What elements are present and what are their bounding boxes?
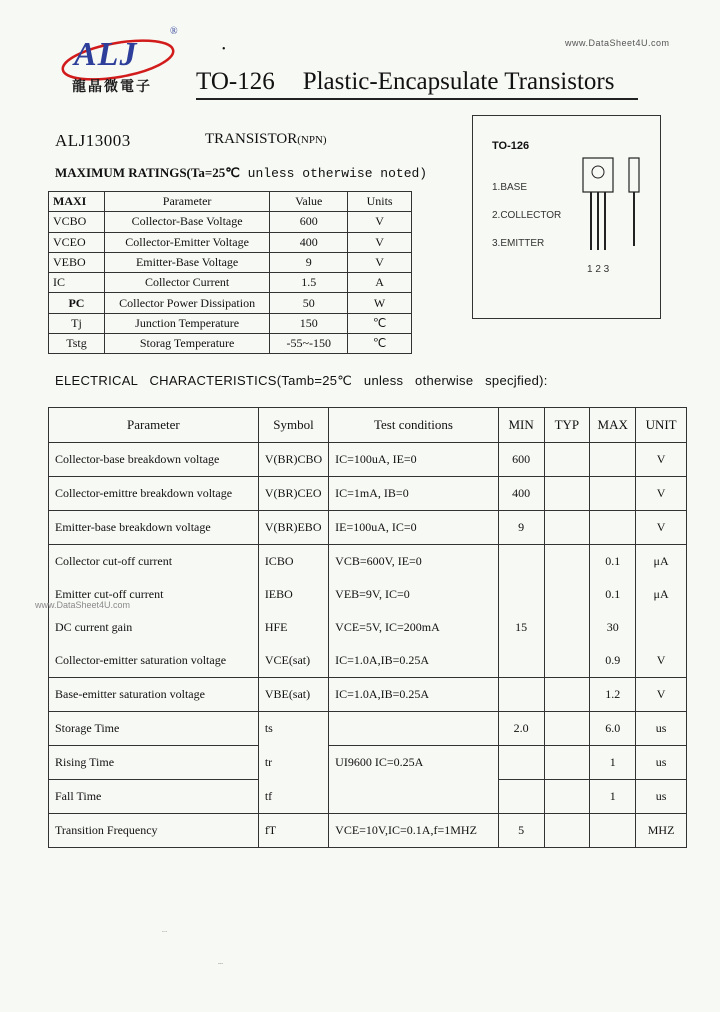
- unit-cell: V: [636, 644, 687, 678]
- unit-cell: ℃: [348, 313, 412, 333]
- max-ratings-title: [55, 165, 427, 181]
- part-type: [205, 131, 327, 148]
- footer-mark: -·-: [162, 930, 167, 935]
- typ-cell: [544, 746, 590, 780]
- value-cell: 50: [270, 293, 348, 313]
- table-row: [49, 644, 687, 678]
- header-cell: Test conditions: [329, 408, 499, 443]
- electrical-characteristics-title: ELECTRICAL CHARACTERISTICS(Tamb=25℃ unless otherwise specjfied):: [55, 373, 548, 388]
- document-title: [196, 68, 614, 96]
- typ-cell: [544, 678, 590, 712]
- min-cell: [498, 545, 544, 579]
- symbol-cell: VCBO: [49, 212, 105, 232]
- parameter-cell: Collector-emittre breakdown voltage: [49, 477, 259, 511]
- min-cell: 600: [498, 443, 544, 477]
- max-cell: 0.1: [590, 578, 636, 611]
- watermark-link[interactable]: www.DataSheet4U.com: [35, 600, 131, 610]
- symbol-cell: ICBO: [258, 545, 328, 579]
- condition-cell: UI9600 IC=0.25A: [329, 746, 499, 780]
- parameter-cell: Base-emitter saturation voltage: [49, 678, 259, 712]
- pin-label: 1.BASE: [492, 182, 528, 193]
- pin-label: 2.COLLECTOR: [492, 210, 562, 221]
- symbol-cell: VCE(sat): [258, 644, 328, 678]
- unit-cell: V: [348, 252, 412, 272]
- symbol-cell: V(BR)CBO: [258, 443, 328, 477]
- parameter-cell: Collector-Emitter Voltage: [104, 232, 269, 252]
- symbol-cell: VCEO: [49, 232, 105, 252]
- max-cell: [590, 477, 636, 511]
- parameter-cell: Emitter-Base Voltage: [104, 252, 269, 272]
- logo-text: ALJ: [74, 36, 138, 73]
- table-row: [49, 611, 687, 644]
- header-dot: •: [222, 44, 226, 55]
- unit-cell: A: [348, 273, 412, 293]
- parameter-cell: Storag Temperature: [104, 334, 269, 354]
- table-row: [49, 212, 412, 232]
- table-row: [49, 477, 687, 511]
- table-row: [49, 232, 412, 252]
- title-package: TO-126: [196, 68, 275, 95]
- table-row: [49, 678, 687, 712]
- parameter-cell: Emitter cut-off current: [49, 578, 259, 611]
- symbol-cell: IC: [49, 273, 105, 293]
- header-cell: MAX: [590, 408, 636, 443]
- header-cell: Symbol: [258, 408, 328, 443]
- condition-cell: VCB=600V, IE=0: [329, 545, 499, 579]
- unit-cell: V: [636, 443, 687, 477]
- table-row: [49, 712, 687, 746]
- part-type-suffix: (NPN): [297, 134, 327, 146]
- parameter-cell: Emitter-base breakdown voltage: [49, 511, 259, 545]
- unit-cell: V: [348, 232, 412, 252]
- parameter-cell: DC current gain: [49, 611, 259, 644]
- symbol-cell: V(BR)CEO: [258, 477, 328, 511]
- min-cell: 400: [498, 477, 544, 511]
- unit-cell: [636, 611, 687, 644]
- min-cell: [498, 780, 544, 814]
- logo-chinese-name: 龍晶微電子: [72, 78, 152, 94]
- symbol-cell: ts: [258, 712, 328, 746]
- condition-cell: IC=100uA, IE=0: [329, 443, 499, 477]
- parameter-cell: Collector-emitter saturation voltage: [49, 644, 259, 678]
- typ-cell: [544, 578, 590, 611]
- max-ratings-title-main: MAXIMUM RATINGS(Ta=25℃: [55, 165, 240, 180]
- max-cell: 1.2: [590, 678, 636, 712]
- table-row: [49, 273, 412, 293]
- unit-cell: us: [636, 746, 687, 780]
- max-cell: [590, 511, 636, 545]
- condition-cell: VCE=10V,IC=0.1A,f=1MHZ: [329, 814, 499, 848]
- table-row: [49, 313, 412, 333]
- min-cell: 2.0: [498, 712, 544, 746]
- symbol-cell: PC: [49, 293, 105, 313]
- package-drawing-icon: [581, 154, 649, 254]
- unit-cell: us: [636, 780, 687, 814]
- table-row: [49, 293, 412, 313]
- value-cell: 9: [270, 252, 348, 272]
- max-cell: 0.1: [590, 545, 636, 579]
- header-cell: Parameter: [49, 408, 259, 443]
- part-type-label: TRANSISTOR: [205, 131, 298, 147]
- parameter-cell: Storage Time: [49, 712, 259, 746]
- header-cell: Value: [270, 192, 348, 212]
- unit-cell: V: [348, 212, 412, 232]
- unit-cell: V: [636, 678, 687, 712]
- typ-cell: [544, 477, 590, 511]
- unit-cell: ℃: [348, 334, 412, 354]
- title-text: Plastic-Encapsulate Transistors: [302, 68, 615, 95]
- value-cell: 1.5: [270, 273, 348, 293]
- max-cell: 30: [590, 611, 636, 644]
- header-cell: UNIT: [636, 408, 687, 443]
- typ-cell: [544, 511, 590, 545]
- condition-cell: [329, 712, 499, 746]
- symbol-cell: VEBO: [49, 252, 105, 272]
- typ-cell: [544, 611, 590, 644]
- parameter-cell: Collector cut-off current: [49, 545, 259, 579]
- pin-label: 3.EMITTER: [492, 238, 545, 249]
- logo-registered-mark: ®: [170, 26, 178, 37]
- package-diagram-box: [472, 115, 661, 319]
- max-cell: [590, 443, 636, 477]
- part-number: ALJ13003: [55, 131, 131, 150]
- min-cell: 9: [498, 511, 544, 545]
- parameter-cell: Collector-base breakdown voltage: [49, 443, 259, 477]
- min-cell: [498, 644, 544, 678]
- pin-numbers: 1 2 3: [587, 264, 610, 275]
- unit-cell: V: [636, 511, 687, 545]
- max-cell: 1: [590, 746, 636, 780]
- unit-cell: MHZ: [636, 814, 687, 848]
- parameter-cell: Collector-Base Voltage: [104, 212, 269, 232]
- table-row: [49, 814, 687, 848]
- max-ratings-title-suffix: unless otherwise noted): [239, 166, 428, 181]
- table-row: [49, 545, 687, 579]
- table-row: [49, 443, 687, 477]
- condition-cell: IC=1.0A,IB=0.25A: [329, 644, 499, 678]
- typ-cell: [544, 545, 590, 579]
- header-cell: Parameter: [104, 192, 269, 212]
- symbol-cell: tf: [258, 780, 328, 814]
- site-url-link[interactable]: www.DataSheet4U.com: [565, 38, 670, 48]
- value-cell: -55~-150: [270, 334, 348, 354]
- condition-cell: IC=1mA, IB=0: [329, 477, 499, 511]
- header-cell: TYP: [544, 408, 590, 443]
- header-cell: MIN: [498, 408, 544, 443]
- parameter-cell: Rising Time: [49, 746, 259, 780]
- condition-cell: VCE=5V, IC=200mA: [329, 611, 499, 644]
- condition-cell: [329, 780, 499, 814]
- symbol-cell: Tstg: [49, 334, 105, 354]
- min-cell: [498, 678, 544, 712]
- value-cell: 150: [270, 313, 348, 333]
- symbol-cell: fT: [258, 814, 328, 848]
- header-cell: MAXI: [49, 192, 105, 212]
- max-cell: [590, 814, 636, 848]
- package-name: TO-126: [492, 140, 530, 152]
- min-cell: [498, 746, 544, 780]
- unit-cell: V: [636, 477, 687, 511]
- max-cell: 1: [590, 780, 636, 814]
- unit-cell: us: [636, 712, 687, 746]
- electrical-characteristics-table: [48, 407, 687, 848]
- parameter-cell: Transition Frequency: [49, 814, 259, 848]
- condition-cell: VEB=9V, IC=0: [329, 578, 499, 611]
- symbol-cell: IEBO: [258, 578, 328, 611]
- min-cell: 15: [498, 611, 544, 644]
- table-row: [49, 334, 412, 354]
- table-row: [49, 511, 687, 545]
- table-header-row: [49, 408, 687, 443]
- title-underline: [196, 98, 638, 100]
- parameter-cell: Collector Current: [104, 273, 269, 293]
- unit-cell: W: [348, 293, 412, 313]
- table-row: [49, 252, 412, 272]
- condition-cell: IE=100uA, IC=0: [329, 511, 499, 545]
- unit-cell: μA: [636, 545, 687, 579]
- max-cell: 0.9: [590, 644, 636, 678]
- symbol-cell: VBE(sat): [258, 678, 328, 712]
- typ-cell: [544, 712, 590, 746]
- parameter-cell: Fall Time: [49, 780, 259, 814]
- header-cell: Units: [348, 192, 412, 212]
- symbol-cell: tr: [258, 746, 328, 780]
- max-ratings-table: [48, 191, 412, 354]
- parameter-cell: Collector Power Dissipation: [104, 293, 269, 313]
- symbol-cell: Tj: [49, 313, 105, 333]
- typ-cell: [544, 443, 590, 477]
- typ-cell: [544, 780, 590, 814]
- typ-cell: [544, 644, 590, 678]
- symbol-cell: HFE: [258, 611, 328, 644]
- table-header-row: [49, 192, 412, 212]
- table-row: [49, 578, 687, 611]
- table-row: [49, 746, 687, 780]
- typ-cell: [544, 814, 590, 848]
- max-cell: 6.0: [590, 712, 636, 746]
- symbol-cell: V(BR)EBO: [258, 511, 328, 545]
- min-cell: [498, 578, 544, 611]
- unit-cell: μA: [636, 578, 687, 611]
- value-cell: 600: [270, 212, 348, 232]
- footer-mark: ---: [218, 962, 223, 967]
- condition-cell: IC=1.0A,IB=0.25A: [329, 678, 499, 712]
- min-cell: 5: [498, 814, 544, 848]
- value-cell: 400: [270, 232, 348, 252]
- parameter-cell: Junction Temperature: [104, 313, 269, 333]
- table-row: [49, 780, 687, 814]
